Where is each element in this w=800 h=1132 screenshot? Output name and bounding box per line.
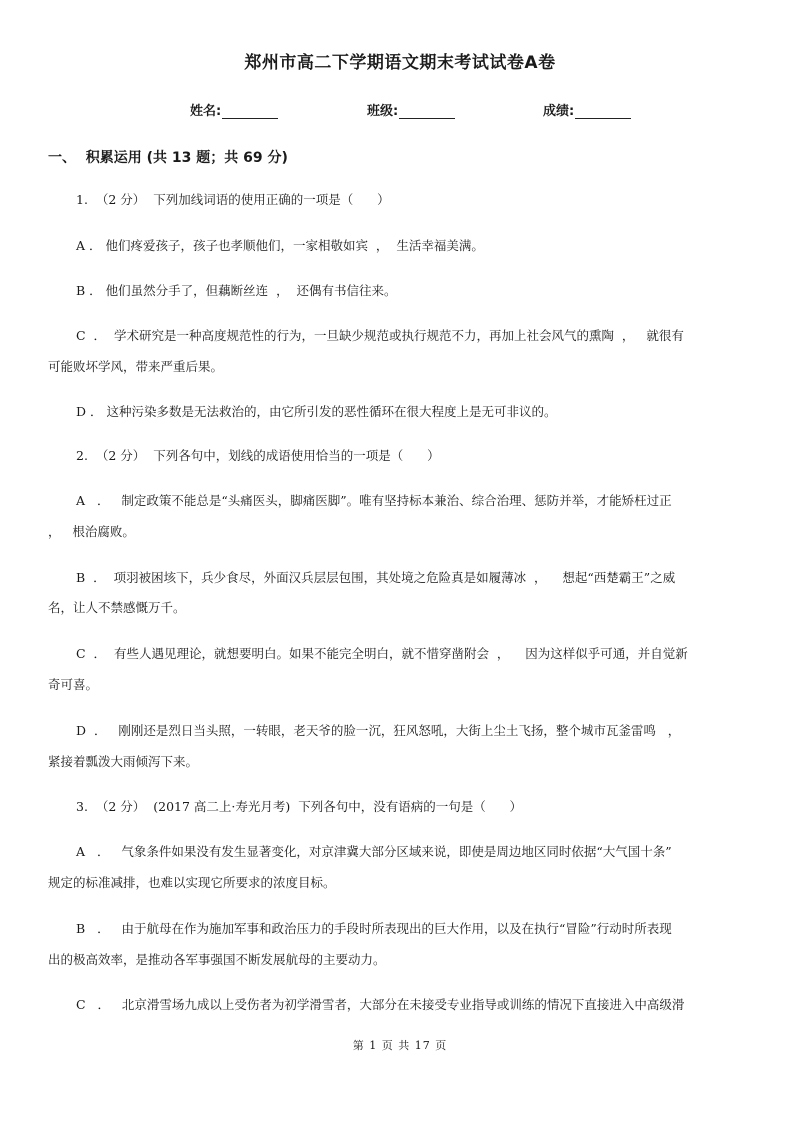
question-3-option-c-line1: C ． 北京滑雪场九成以上受伤者为初学滑雪者，大部分在未接受专业指导或训练的情况下直接进入中高级滑 — [76, 997, 685, 1012]
student-info-row — [0, 100, 800, 120]
score-blank — [575, 104, 631, 119]
name-field — [190, 100, 278, 119]
question-2-option-b-line1: B ． 项羽被困垓下，兵少食尽，外面汉兵层层包围，其处境之危险真是如履薄冰 ， 想起“西楚霸王”之威 — [76, 570, 676, 585]
class-blank — [399, 104, 455, 119]
question-2-option-a-line1: A ． 制定政策不能总是“头痛医头，脚痛医脚”。唯有坚持标本兼治、综合治理、惩防并举，才能矫枉过正 — [76, 493, 672, 508]
score-label: 成绩: — [543, 104, 575, 119]
question-1-option-d: D ． 这种污染多数是无法救治的，由它所引发的恶性循环在很大程度上是无可非议的。 — [76, 404, 557, 419]
question-3-option-a-line1: A ． 气象条件如果没有发生显著变化，对京津冀大部分区域来说，即使是周边地区同时依据“大气国十条” — [76, 844, 672, 859]
question-2-option-a-line2: ， 根治腐败。 — [48, 524, 135, 539]
question-1-stem: 1. （2 分） 下列加线词语的使用正确的一项是（ ） — [76, 192, 390, 207]
question-1-option-b: B ． 他们虽然分手了，但藕断丝连 ， 还偶有书信往来。 — [76, 283, 397, 298]
class-field — [367, 100, 455, 119]
question-2-option-d-line1: D ． 刚刚还是烈日当头照，一转眼，老天爷的脸一沉，狂风怒吼，大街上尘土飞扬，整个城市瓦釜雷鸣 ， — [76, 723, 681, 738]
question-1-option-a: A ． 他们疼爱孩子，孩子也孝顺他们，一家相敬如宾 ， 生活幸福美满。 — [76, 238, 484, 253]
page-title: 郑州市高二下学期语文期末考试试卷A卷 — [244, 53, 556, 73]
question-2-option-d-line2: 紧接着瓢泼大雨倾泻下来。 — [48, 754, 199, 769]
question-2-option-c-line1: C ． 有些人遇见理论，就想要明白。如果不能完全明白，就不惜穿凿附会 ， 因为这样似乎可通，并自觉新 — [76, 646, 688, 661]
question-2-stem: 2. （2 分） 下列各句中，划线的成语使用恰当的一项是（ ） — [76, 448, 440, 463]
question-3-option-b-line2: 出的极高效率，是推动各军事强国不断发展航母的主要动力。 — [48, 952, 386, 967]
question-3-option-a-line2: 规定的标准减排，也难以实现它所要求的浓度目标。 — [48, 875, 336, 890]
page-indicator: 第 1 页 共 17 页 — [352, 1039, 448, 1052]
question-2-option-c-line2: 奇可喜。 — [48, 677, 99, 692]
name-blank — [222, 104, 278, 119]
class-label: 班级: — [367, 104, 399, 119]
question-3-option-b-line1: B ． 由于航母在作为施加军事和政治压力的手段时所表现出的巨大作用，以及在执行“冒险”行动时所表现 — [76, 921, 672, 936]
question-1-option-c-line1: C ． 学术研究是一种高度规范性的行为，一旦缺少规范或执行规范不力，再加上社会风气的熏陶 ， 就很有 — [76, 328, 684, 343]
question-3-stem: 3. （2 分） (2017 高二上·寿光月考) 下列各句中，没有语病的一句是（ ） — [76, 799, 523, 814]
name-label: 姓名: — [190, 104, 222, 119]
score-field — [543, 100, 631, 119]
question-2-option-b-line2: 名，让人不禁感慨万千。 — [48, 600, 186, 615]
section-heading: 一、 积累运用 (共 13 题；共 69 分) — [48, 150, 288, 166]
question-1-option-c-line2: 可能败坏学风，带来严重后果。 — [48, 359, 224, 374]
